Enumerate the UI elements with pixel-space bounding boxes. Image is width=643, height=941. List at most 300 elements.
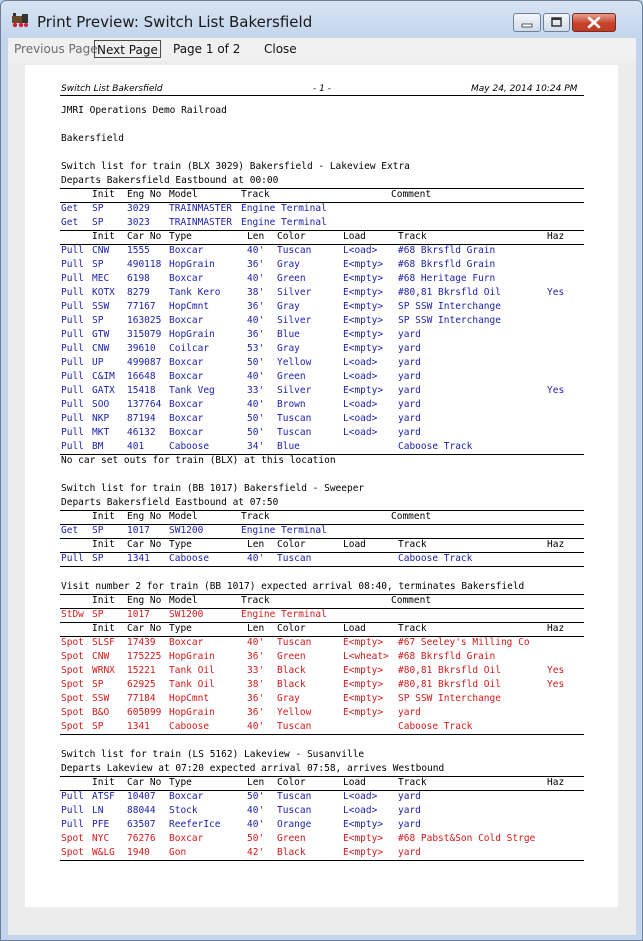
car-type: Boxcar (169, 371, 204, 382)
car-type: HopCmnt (169, 693, 210, 704)
car-action: Spot (61, 833, 84, 844)
car-action: Pull (61, 245, 84, 256)
car-track: #67 Seeley's Milling Co (398, 637, 530, 648)
car-type: Boxcar (169, 427, 204, 438)
car-track: #80,81 Bkrsfld Oil (398, 665, 501, 676)
car-len: 50' (247, 357, 265, 368)
car-num: 16648 (127, 371, 156, 382)
car-action: Pull (61, 791, 84, 802)
car-column-header: Haz (547, 777, 565, 788)
page-sheet (25, 65, 618, 907)
car-track: #68 Bkrsfld Grain (398, 245, 496, 256)
engine-column-header: Eng No (127, 189, 162, 200)
car-color-name: Green (277, 833, 306, 844)
car-column-header: Load (343, 231, 366, 242)
section-title: Switch list for train (BLX 3029) Bakersfield - Lakeview Extra (61, 161, 410, 172)
car-num: 315079 (127, 329, 162, 340)
car-init: CNW (92, 245, 110, 256)
car-init: W&LG (92, 847, 115, 858)
section-title: Switch list for train (LS 5162) Lakeview - Susanville (61, 749, 365, 760)
car-color-name: Tuscan (277, 791, 312, 802)
car-type: Boxcar (169, 413, 204, 424)
car-init: SSW (92, 693, 110, 704)
car-len: 33' (247, 665, 265, 676)
engine-action: Get (61, 203, 79, 214)
car-column-header: Len (247, 539, 265, 550)
car-track: yard (398, 371, 421, 382)
engine-column-header: Model (169, 189, 198, 200)
car-action: Pull (61, 441, 84, 452)
preview-area[interactable] (8, 61, 636, 935)
car-load: E<mpty> (343, 385, 384, 396)
car-num: 163025 (127, 315, 162, 326)
engine-model: TRAINMASTER (169, 217, 232, 228)
car-type: Boxcar (169, 357, 204, 368)
section-title: Visit number 2 for train (BB 1017) expected arrival 08:40, terminates Bakersfield (61, 581, 525, 592)
car-len: 36' (247, 329, 265, 340)
car-load: E<mpty> (343, 301, 384, 312)
car-action: Pull (61, 343, 84, 354)
car-type: Caboose (169, 721, 210, 732)
engine-track: Engine Terminal (241, 203, 327, 214)
engine-column-header: Eng No (127, 595, 162, 606)
car-init: BM (92, 441, 104, 452)
car-num: 401 (127, 441, 145, 452)
car-column-header: Color (277, 539, 306, 550)
car-init: SP (92, 315, 104, 326)
car-type: HopGrain (169, 707, 215, 718)
car-action: Pull (61, 273, 84, 284)
car-type: Boxcar (169, 245, 204, 256)
engine-column-header: Model (169, 595, 198, 606)
car-track: yard (398, 427, 421, 438)
car-color-name: Blue (277, 329, 300, 340)
car-track: SP SSW Interchange (398, 301, 501, 312)
switch-list-page (25, 65, 618, 907)
car-action: Spot (61, 693, 84, 704)
location-name: Bakersfield (61, 133, 124, 144)
engine-init: SP (92, 609, 104, 620)
car-load: E<mpty> (343, 273, 384, 284)
car-color-name: Gray (277, 259, 300, 270)
car-len: 38' (247, 287, 265, 298)
car-num: 499087 (127, 357, 162, 368)
car-load: L<oad> (343, 805, 378, 816)
car-column-header: Color (277, 623, 306, 634)
car-load: L<oad> (343, 427, 378, 438)
car-init: SP (92, 259, 104, 270)
close-window-button[interactable] (572, 13, 616, 32)
car-init: SOO (92, 399, 110, 410)
car-type: Boxcar (169, 833, 204, 844)
car-num: 87194 (127, 413, 156, 424)
car-type: Boxcar (169, 399, 204, 410)
car-num: 1341 (127, 721, 150, 732)
car-track: yard (398, 847, 421, 858)
car-load: E<mpty> (343, 665, 384, 676)
car-column-header: Car No (127, 231, 162, 242)
car-len: 40' (247, 273, 265, 284)
car-color-name: Green (277, 651, 306, 662)
car-color-name: Silver (277, 287, 312, 298)
car-column-header: Track (398, 623, 427, 634)
car-track: yard (398, 819, 421, 830)
car-init: GTW (92, 329, 110, 340)
car-action: Pull (61, 357, 84, 368)
car-init: SP (92, 721, 104, 732)
car-load: L<oad> (343, 371, 378, 382)
engine-column-header: Comment (391, 595, 432, 606)
car-num: 15418 (127, 385, 156, 396)
car-column-header: Load (343, 539, 366, 550)
car-action: Pull (61, 371, 84, 382)
window-title: Print Preview: Switch List Bakersfield (37, 13, 313, 31)
page-header-left: Switch List Bakersfield (61, 84, 163, 94)
car-column-header: Color (277, 777, 306, 788)
engine-column-header: Comment (391, 189, 432, 200)
car-len: 50' (247, 413, 265, 424)
car-track: Caboose Track (398, 721, 473, 732)
engine-num: 1017 (127, 609, 150, 620)
train-app-icon (11, 12, 29, 28)
car-track: SP SSW Interchange (398, 693, 501, 704)
engine-model: SW1200 (169, 525, 204, 536)
car-type: HopGrain (169, 259, 215, 270)
car-load: E<mpty> (343, 693, 384, 704)
car-column-header: Load (343, 777, 366, 788)
departure-line: Departs Bakersfield Eastbound at 00:00 (61, 175, 279, 186)
car-action: Spot (61, 665, 84, 676)
car-track: yard (398, 329, 421, 340)
car-load: E<mpty> (343, 287, 384, 298)
engine-model: TRAINMASTER (169, 203, 232, 214)
maximize-button[interactable] (543, 13, 570, 32)
car-action: Spot (61, 707, 84, 718)
engine-column-header: Track (241, 595, 270, 606)
car-load: E<mpty> (343, 833, 384, 844)
car-color-name: Silver (277, 385, 312, 396)
car-color-name: Black (277, 665, 306, 676)
car-haz: Yes (547, 665, 565, 676)
car-type: Gon (169, 847, 187, 858)
car-type: HopCmnt (169, 301, 210, 312)
car-type: Tank Oil (169, 679, 215, 690)
car-track: yard (398, 385, 421, 396)
car-num: 137764 (127, 399, 162, 410)
car-track: #68 Bkrsfld Grain (398, 259, 496, 270)
engine-action: StDw (61, 609, 84, 620)
car-init: CNW (92, 343, 110, 354)
car-action: Pull (61, 399, 84, 410)
car-init: KOTX (92, 287, 115, 298)
car-column-header: Init (92, 623, 115, 634)
car-load: E<mpty> (343, 343, 384, 354)
car-num: 63507 (127, 819, 156, 830)
car-init: MEC (92, 273, 110, 284)
car-column-header: Car No (127, 539, 162, 550)
car-len: 40' (247, 721, 265, 732)
car-len: 38' (247, 679, 265, 690)
car-column-header: Len (247, 623, 265, 634)
close-button[interactable]: Close (264, 42, 297, 56)
car-track: yard (398, 343, 421, 354)
car-action: Spot (61, 847, 84, 858)
engine-init: SP (92, 203, 104, 214)
car-track: yard (398, 805, 421, 816)
car-type: HopGrain (169, 651, 215, 662)
engine-action: Get (61, 217, 79, 228)
car-len: 40' (247, 399, 265, 410)
car-len: 40' (247, 819, 265, 830)
car-haz: Yes (547, 679, 565, 690)
car-color-name: Gray (277, 301, 300, 312)
car-track: yard (398, 707, 421, 718)
car-len: 36' (247, 693, 265, 704)
car-column-header: Type (169, 539, 192, 550)
car-len: 40' (247, 245, 265, 256)
car-len: 36' (247, 301, 265, 312)
car-init: GATX (92, 385, 115, 396)
engine-column-header: Eng No (127, 511, 162, 522)
car-init: UP (92, 357, 104, 368)
engine-column-header: Init (92, 511, 115, 522)
departure-line: Departs Lakeview at 07:20 expected arrival 07:58, arrives Westbound (61, 763, 445, 774)
car-track: Caboose Track (398, 553, 473, 564)
car-track: yard (398, 357, 421, 368)
car-color-name: Gray (277, 693, 300, 704)
car-load: L<oad> (343, 791, 378, 802)
car-column-header: Load (343, 623, 366, 634)
car-load: L<oad> (343, 357, 378, 368)
car-init: C&IM (92, 371, 115, 382)
engine-num: 3029 (127, 203, 150, 214)
car-action: Pull (61, 427, 84, 438)
car-color-name: Tuscan (277, 721, 312, 732)
page-header-date: May 24, 2014 10:24 PM (471, 84, 578, 94)
car-track: #80,81 Bkrsfld Oil (398, 679, 501, 690)
car-track: yard (398, 413, 421, 424)
car-len: 40' (247, 315, 265, 326)
engine-column-header: Init (92, 595, 115, 606)
car-len: 50' (247, 427, 265, 438)
car-init: MKT (92, 427, 110, 438)
car-column-header: Type (169, 231, 192, 242)
car-init: LN (92, 805, 104, 816)
car-load: L<oad> (343, 245, 378, 256)
car-load: L<oad> (343, 413, 378, 424)
car-init: NYC (92, 833, 110, 844)
car-type: Tank Oil (169, 665, 215, 676)
car-num: 88044 (127, 805, 156, 816)
engine-column-header: Track (241, 511, 270, 522)
car-haz: Yes (547, 385, 565, 396)
engine-init: SP (92, 217, 104, 228)
car-num: 39610 (127, 343, 156, 354)
car-init: NKP (92, 413, 110, 424)
car-color-name: Tuscan (277, 245, 312, 256)
car-haz: Yes (547, 287, 565, 298)
car-color-name: Blue (277, 441, 300, 452)
car-color-name: Tuscan (277, 553, 312, 564)
car-action: Pull (61, 413, 84, 424)
departure-line: Departs Bakersfield Eastbound at 07:50 (61, 497, 279, 508)
car-column-header: Track (398, 539, 427, 550)
table-rule (60, 734, 584, 735)
car-len: 40' (247, 553, 265, 564)
engine-track: Engine Terminal (241, 217, 327, 228)
table-rule (60, 566, 584, 567)
car-column-header: Track (398, 231, 427, 242)
car-load: E<mpty> (343, 707, 384, 718)
car-track: Caboose Track (398, 441, 473, 452)
car-num: 175225 (127, 651, 162, 662)
car-action: Pull (61, 315, 84, 326)
car-len: 33' (247, 385, 265, 396)
car-num: 15221 (127, 665, 156, 676)
car-num: 605099 (127, 707, 162, 718)
car-action: Pull (61, 287, 84, 298)
section-title: Switch list for train (BB 1017) Bakersfield - Sweeper (61, 483, 365, 494)
engine-num: 3023 (127, 217, 150, 228)
car-type: Boxcar (169, 637, 204, 648)
car-action: Spot (61, 679, 84, 690)
car-type: ReeferIce (169, 819, 221, 830)
car-type: Boxcar (169, 791, 204, 802)
car-num: 76276 (127, 833, 156, 844)
car-type: Tank Veg (169, 385, 215, 396)
car-init: B&O (92, 707, 110, 718)
engine-num: 1017 (127, 525, 150, 536)
page-indicator: Page 1 of 2 (173, 42, 241, 56)
car-action: Spot (61, 651, 84, 662)
car-color-name: Silver (277, 315, 312, 326)
car-column-header: Car No (127, 777, 162, 788)
car-init: SLSF (92, 637, 115, 648)
car-load: E<mpty> (343, 637, 384, 648)
car-color-name: Green (277, 273, 306, 284)
car-init: SP (92, 553, 104, 564)
car-len: 36' (247, 651, 265, 662)
close-icon (573, 14, 615, 31)
car-num: 1341 (127, 553, 150, 564)
car-color-name: Gray (277, 343, 300, 354)
car-num: 77167 (127, 301, 156, 312)
car-len: 50' (247, 791, 265, 802)
car-color-name: Black (277, 679, 306, 690)
car-action: Pull (61, 805, 84, 816)
car-type: HopGrain (169, 329, 215, 340)
minimize-button[interactable] (513, 13, 541, 32)
engine-init: SP (92, 525, 104, 536)
car-column-header: Init (92, 777, 115, 788)
car-column-header: Type (169, 777, 192, 788)
car-action: Pull (61, 259, 84, 270)
car-track: #80,81 Bkrsfld Oil (398, 287, 501, 298)
minimize-icon (514, 14, 540, 31)
page-number: - 1 - (313, 84, 331, 94)
car-column-header: Len (247, 231, 265, 242)
car-num: 490118 (127, 259, 162, 270)
car-column-header: Init (92, 231, 115, 242)
car-column-header: Color (277, 231, 306, 242)
car-action: Pull (61, 819, 84, 830)
car-track: yard (398, 791, 421, 802)
car-column-header: Type (169, 623, 192, 634)
car-len: 53' (247, 343, 265, 354)
engine-column-header: Model (169, 511, 198, 522)
car-color-name: Yellow (277, 707, 312, 718)
car-action: Spot (61, 721, 84, 732)
maximize-icon (544, 14, 569, 31)
car-track: SP SSW Interchange (398, 315, 501, 326)
car-load: E<mpty> (343, 315, 384, 326)
car-load: E<mpty> (343, 847, 384, 858)
car-action: Pull (61, 301, 84, 312)
next-page-button[interactable]: Next Page (94, 40, 161, 58)
table-rule (60, 860, 584, 861)
car-column-header: Track (398, 777, 427, 788)
car-load: L<wheat> (343, 651, 389, 662)
engine-track: Engine Terminal (241, 525, 327, 536)
car-column-header: Len (247, 777, 265, 788)
car-load: E<mpty> (343, 819, 384, 830)
car-color-name: Brown (277, 399, 306, 410)
section-footer: No car set outs for train (BLX) at this location (61, 455, 336, 466)
car-track: #68 Bkrsfld Grain (398, 651, 496, 662)
previous-page-button[interactable]: Previous Page (14, 42, 98, 56)
car-color-name: Yellow (277, 357, 312, 368)
car-type: Caboose (169, 441, 210, 452)
engine-column-header: Comment (391, 511, 432, 522)
car-num: 10407 (127, 791, 156, 802)
car-column-header: Car No (127, 623, 162, 634)
car-num: 6198 (127, 273, 150, 284)
car-action: Pull (61, 329, 84, 340)
car-type: Coilcar (169, 343, 210, 354)
car-num: 1555 (127, 245, 150, 256)
title-bar[interactable] (1, 1, 642, 37)
car-len: 40' (247, 371, 265, 382)
car-type: Boxcar (169, 315, 204, 326)
car-len: 40' (247, 637, 265, 648)
car-action: Spot (61, 637, 84, 648)
car-column-header: Init (92, 539, 115, 550)
car-action: Pull (61, 553, 84, 564)
header-rule (60, 95, 584, 96)
car-init: SSW (92, 301, 110, 312)
car-load: E<mpty> (343, 329, 384, 340)
car-len: 34' (247, 441, 265, 452)
car-num: 8279 (127, 287, 150, 298)
car-load: E<mpty> (343, 259, 384, 270)
car-len: 42' (247, 847, 265, 858)
car-init: PFE (92, 819, 110, 830)
car-type: Boxcar (169, 273, 204, 284)
toolbar (8, 38, 636, 61)
car-type: Stock (169, 805, 198, 816)
car-track: yard (398, 399, 421, 410)
car-len: 50' (247, 833, 265, 844)
car-len: 36' (247, 707, 265, 718)
engine-model: SW1200 (169, 609, 204, 620)
car-num: 62925 (127, 679, 156, 690)
car-init: WRNX (92, 665, 115, 676)
car-color-name: Tuscan (277, 427, 312, 438)
car-track: #68 Heritage Furn (398, 273, 496, 284)
engine-column-header: Track (241, 189, 270, 200)
car-load: L<oad> (343, 399, 378, 410)
car-color-name: Tuscan (277, 637, 312, 648)
